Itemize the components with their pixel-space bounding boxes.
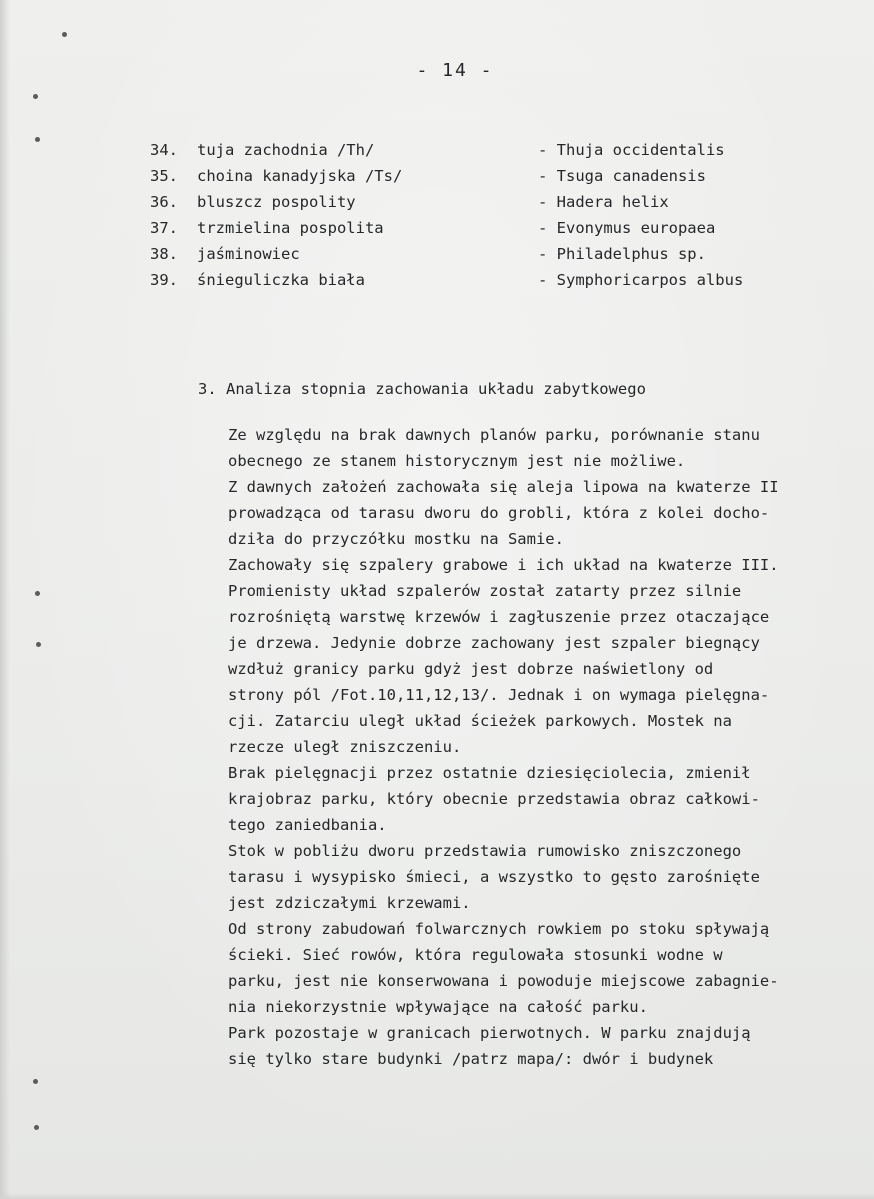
text-line: Ze względu na brak dawnych planów parku, porównanie stanu [228,426,760,444]
species-number: 39. [150,271,178,289]
species-number: 38. [150,245,178,263]
paper-left-edge [0,0,10,1199]
text-line: krajobraz parku, który obecnie przedstawia obraz całkowi- [228,790,760,808]
text-line: ścieki. Sieć rowów, która regulowała stosunki wodne w [228,946,723,964]
page-number: - 14 - [416,60,494,81]
binder-hole [35,591,40,596]
species-polish-name: choina kanadyjska /Ts/ [197,167,403,185]
species-latin-name: - Evonymus europaea [538,219,716,237]
species-polish-name: trzmielina pospolita [197,219,384,237]
binder-hole [35,137,40,142]
paper-bottom-edge [0,1193,874,1199]
text-line: tarasu i wysypisko śmieci, a wszystko to gęsto zarośnięte [228,868,760,886]
species-latin-name: - Philadelphus sp. [538,245,706,263]
text-line: strony pól /Fot.10,11,12,13/. Jednak i on wymaga pielęgna- [228,686,770,704]
text-line: Promienisty układ szpalerów został zatarty przez silnie [228,582,742,600]
text-line: Zachowały się szpalery grabowe i ich układ na kwaterze III. [228,556,779,574]
binder-hole [33,94,38,99]
text-line: Od strony zabudowań folwarcznych rowkiem po stoku spływają [228,920,770,938]
species-number: 36. [150,193,178,211]
text-line: prowadząca od tarasu dworu do grobli, która z kolei docho- [228,504,770,522]
text-line: tego zaniedbania. [228,816,387,834]
binder-hole [62,32,67,37]
text-line: rozrośniętą warstwę krzewów i zagłuszenie przez otaczające [228,608,770,626]
species-latin-name: - Thuja occidentalis [538,141,725,159]
text-line: obecnego ze stanem historycznym jest nie możliwe. [228,452,686,470]
species-polish-name: śnieguliczka biała [197,271,365,289]
text-line: je drzewa. Jedynie dobrze zachowany jest szpaler biegnący [228,634,760,652]
text-line: parku, jest nie konserwowana i powoduje miejscowe zabagnie- [228,972,779,990]
text-line: Brak pielęgnacji przez ostatnie dziesięciolecia, zmienił [228,764,751,782]
text-line: dziła do przyczółku mostku na Samie. [228,530,564,548]
species-latin-name: - Hadera helix [538,193,669,211]
binder-hole [33,1079,38,1084]
text-line: cji. Zatarciu uległ układ ścieżek parkowych. Mostek na [228,712,732,730]
species-polish-name: bluszcz pospolity [197,193,356,211]
text-line: Park pozostaje w granicach pierwotnych. W parku znajdują [228,1024,751,1042]
text-line: Stok w pobliżu dworu przedstawia rumowisko zniszczonego [228,842,742,860]
species-polish-name: jaśminowiec [197,245,300,263]
species-polish-name: tuja zachodnia /Th/ [197,141,375,159]
text-line: wzdłuż granicy parku gdyż jest dobrze naświetlony od [228,660,714,678]
species-number: 34. [150,141,178,159]
section-body [228,422,779,1072]
text-line: się tylko stare budynki /patrz mapa/: dwór i budynek [228,1050,714,1068]
species-latin-name: - Tsuga canadensis [538,167,706,185]
text-line: rzecze uległ zniszczeniu. [228,738,462,756]
text-line: Z dawnych założeń zachowała się aleja lipowa na kwaterze II [228,478,779,496]
section-heading: 3. Analiza stopnia zachowania układu zabytkowego [198,380,646,398]
binder-hole [36,642,41,647]
binder-hole [34,1125,39,1130]
text-line: nia niekorzystnie wpływające na całość parku. [228,998,648,1016]
text-line: jest zdziczałymi krzewami. [228,894,471,912]
species-number: 37. [150,219,178,237]
species-number: 35. [150,167,178,185]
species-latin-name: - Symphoricarpos albus [538,271,744,289]
